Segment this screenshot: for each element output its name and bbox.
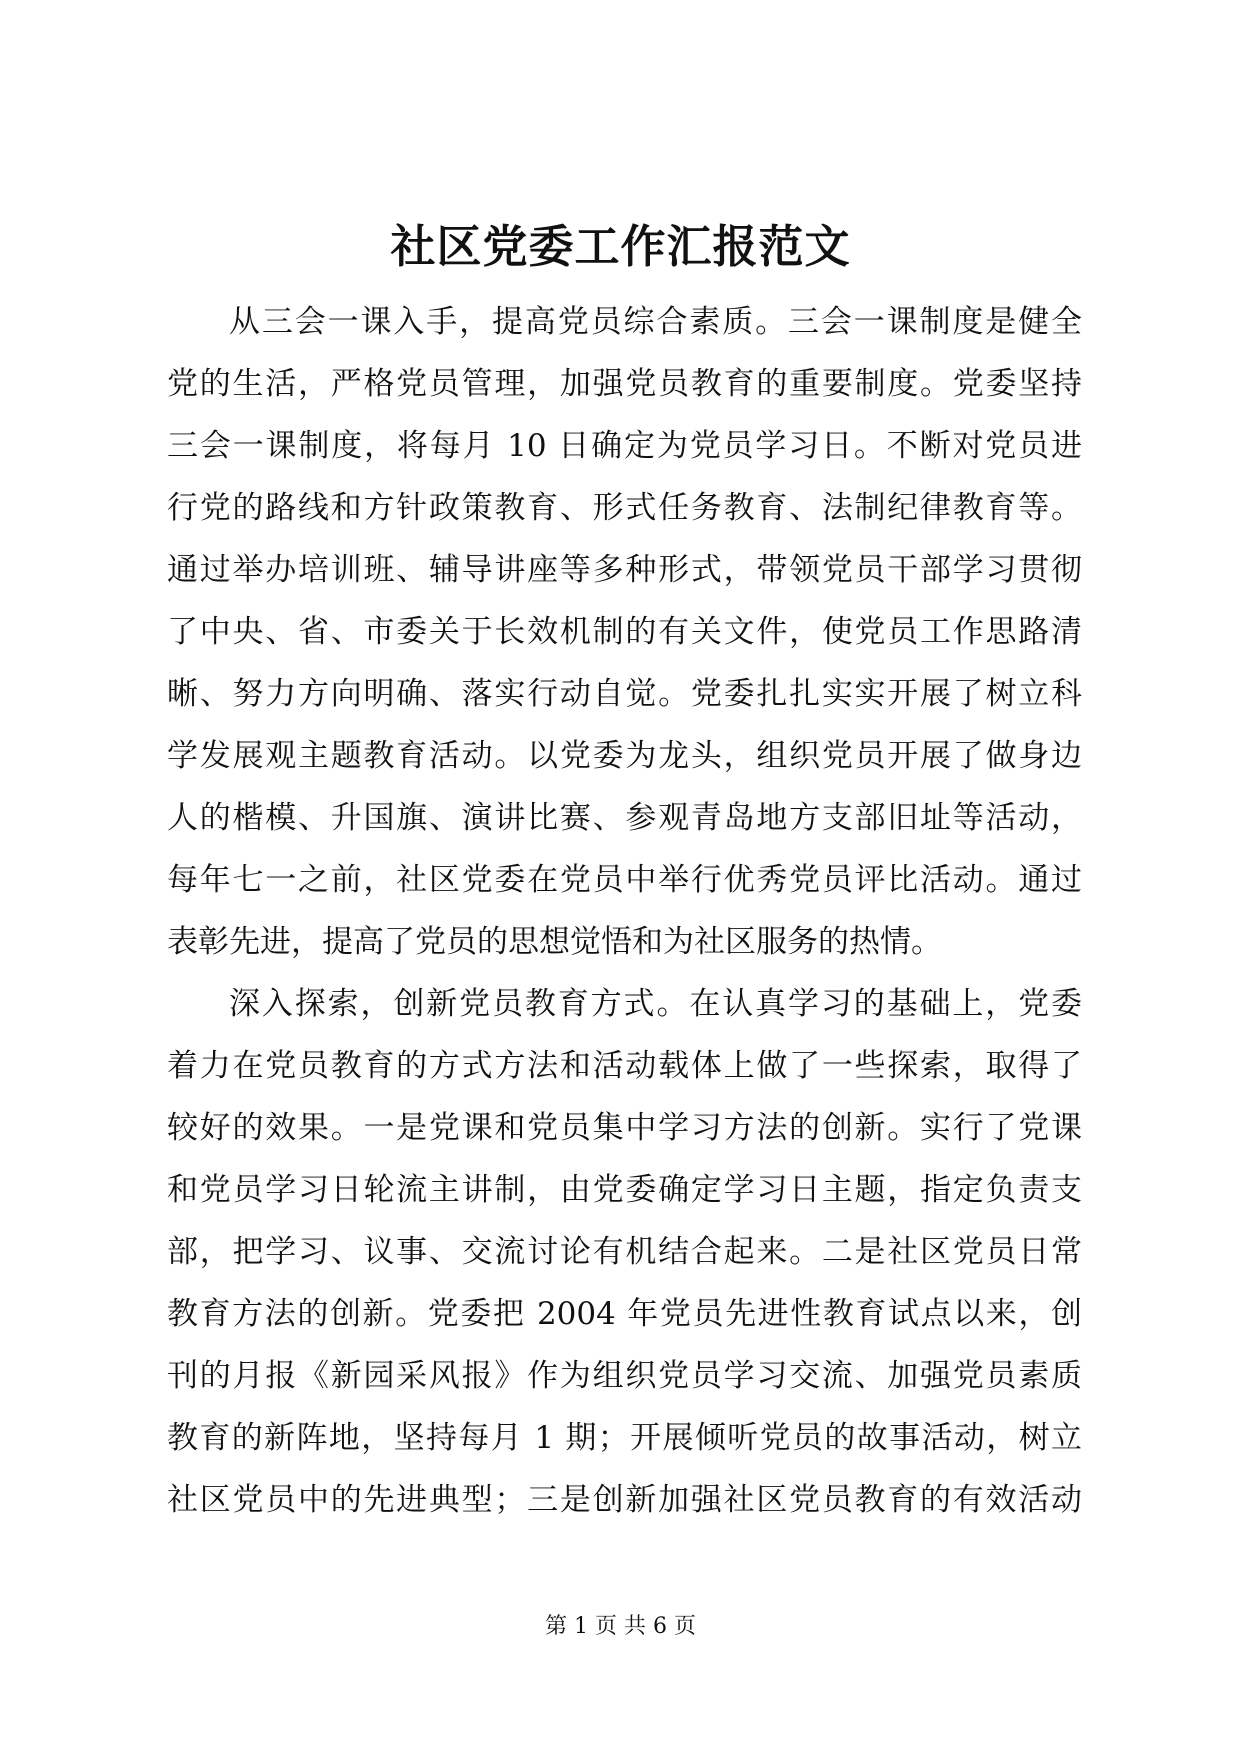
text-line: 晰、努力方向明确、落实行动自觉。党委扎扎实实开展了树立科 — [167, 676, 1082, 712]
text-line: 刊的月报《新园采风报》作为组织党员学习交流、加强党员素质 — [167, 1358, 1082, 1394]
text-line: 表彰先进，提高了党员的思想觉悟和为社区服务的热情。 — [167, 924, 942, 960]
text-line: 人的楷模、升国旗、演讲比赛、参观青岛地方支部旧址等活动， — [167, 800, 1082, 836]
body-text — [167, 291, 1082, 1531]
text-line: 教育的新阵地，坚持每月 1 期；开展倾听党员的故事活动，树立 — [167, 1420, 1082, 1456]
text-line: 了中央、省、市委关于长效机制的有关文件，使党员工作思路清 — [167, 614, 1082, 650]
text-line: 部，把学习、议事、交流讨论有机结合起来。二是社区党员日常 — [167, 1234, 1082, 1270]
text-line: 较好的效果。一是党课和党员集中学习方法的创新。实行了党课 — [167, 1110, 1082, 1146]
text-line: 每年七一之前，社区党委在党员中举行优秀党员评比活动。通过 — [167, 862, 1082, 898]
page-title: 社区党委工作汇报范文 — [390, 220, 851, 273]
text-line: 从三会一课入手，提高党员综合素质。三会一课制度是健全 — [229, 304, 1082, 340]
text-line: 三会一课制度，将每月 10 日确定为党员学习日。不断对党员进 — [167, 428, 1082, 464]
page-number: 第 1 页 共 6 页 — [545, 1614, 696, 1639]
text-line: 和党员学习日轮流主讲制，由党委确定学习日主题，指定负责支 — [167, 1172, 1082, 1208]
text-line: 教育方法的创新。党委把 2004 年党员先进性教育试点以来，创 — [167, 1296, 1082, 1332]
text-line: 学发展观主题教育活动。以党委为龙头，组织党员开展了做身边 — [167, 738, 1082, 774]
text-line: 通过举办培训班、辅导讲座等多种形式，带领党员干部学习贯彻 — [167, 552, 1082, 588]
text-line: 着力在党员教育的方式方法和活动载体上做了一些探索，取得了 — [167, 1048, 1082, 1084]
text-line: 社区党员中的先进典型；三是创新加强社区党员教育的有效活动 — [167, 1482, 1082, 1518]
text-line: 深入探索，创新党员教育方式。在认真学习的基础上，党委 — [229, 986, 1082, 1022]
text-line: 党的生活，严格党员管理，加强党员教育的重要制度。党委坚持 — [167, 366, 1082, 402]
text-line: 行党的路线和方针政策教育、形式任务教育、法制纪律教育等。 — [167, 490, 1082, 526]
